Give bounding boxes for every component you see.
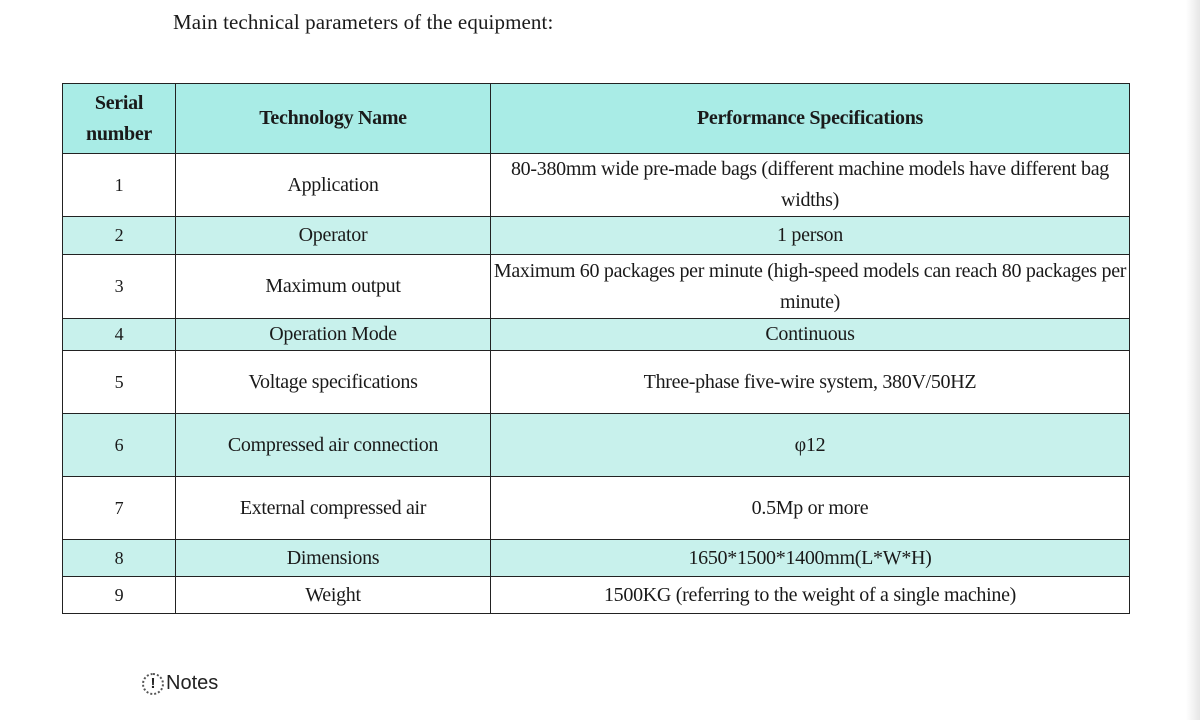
row-technology-name: Dimensions [176, 540, 491, 577]
row-serial: 4 [63, 319, 176, 351]
row-specification: 1 person [491, 217, 1130, 255]
table-row [63, 154, 1130, 217]
header-performance-specifications: Performance Specifications [491, 84, 1130, 154]
row-technology-name: External compressed air [176, 477, 491, 540]
table-row [63, 477, 1130, 540]
row-technology-name: Voltage specifications [176, 351, 491, 414]
row-serial: 2 [63, 217, 176, 255]
row-technology-name: Operation Mode [176, 319, 491, 351]
exclamation-circle-icon: ! [142, 673, 164, 695]
row-specification: Continuous [491, 319, 1130, 351]
table-row [63, 540, 1130, 577]
header-technology-name: Technology Name [176, 84, 491, 154]
row-serial: 8 [63, 540, 176, 577]
table-row [63, 319, 1130, 351]
row-technology-name: Application [176, 154, 491, 217]
row-specification: 1650*1500*1400mm(L*W*H) [491, 540, 1130, 577]
row-technology-name: Maximum output [176, 255, 491, 319]
row-specification: 80-380mm wide pre-made bags (different machine models have different bag widths) [491, 154, 1130, 217]
table-row [63, 255, 1130, 319]
header-serial-number: Serial number [63, 84, 176, 154]
spec-table [62, 83, 1130, 614]
notes-label: Notes [166, 672, 219, 694]
table-row [63, 217, 1130, 255]
row-specification: Three-phase five-wire system, 380V/50HZ [491, 351, 1130, 414]
row-serial: 7 [63, 477, 176, 540]
table-row [63, 577, 1130, 614]
row-technology-name: Weight [176, 577, 491, 614]
row-serial: 5 [63, 351, 176, 414]
row-specification: 0.5Mp or more [491, 477, 1130, 540]
table-row [63, 414, 1130, 477]
row-serial: 6 [63, 414, 176, 477]
row-technology-name: Operator [176, 217, 491, 255]
row-specification: Maximum 60 packages per minute (high-speed models can reach 80 packages per minute) [491, 255, 1130, 319]
table-row [63, 351, 1130, 414]
row-serial: 9 [63, 577, 176, 614]
notes-link[interactable] [142, 672, 218, 695]
row-serial: 3 [63, 255, 176, 319]
row-specification: φ12 [491, 414, 1130, 477]
row-serial: 1 [63, 154, 176, 217]
document-title: Main technical parameters of the equipment: [173, 10, 554, 34]
row-technology-name: Compressed air connection [176, 414, 491, 477]
page-edge-shadow [1186, 0, 1200, 720]
row-specification: 1500KG (referring to the weight of a single machine) [491, 577, 1130, 614]
table-header-row [63, 84, 1130, 154]
